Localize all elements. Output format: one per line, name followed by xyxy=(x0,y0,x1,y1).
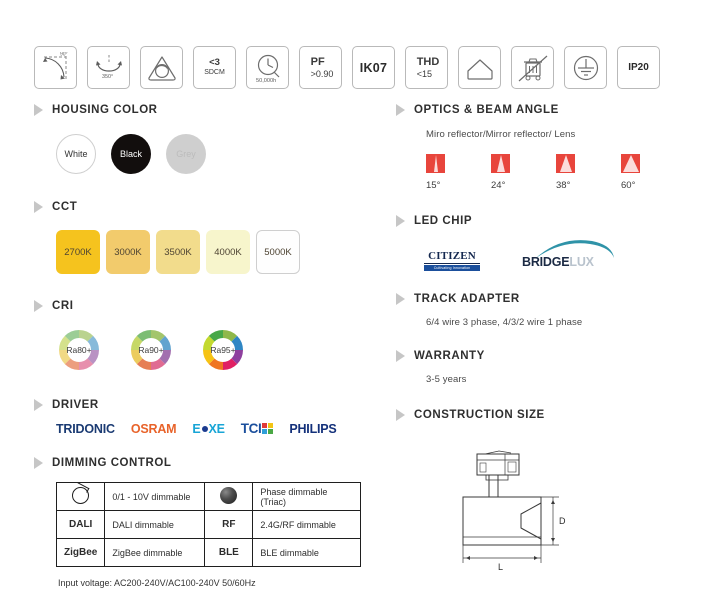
cct-swatch-3000k[interactable] xyxy=(106,230,150,274)
cri-wheel-ra95-label: Ra95+ xyxy=(210,345,236,355)
triangle-bullet-icon xyxy=(396,215,405,227)
bridgelux-wordmark xyxy=(522,255,594,269)
section-driver xyxy=(34,399,374,436)
exe-logo: E XE xyxy=(192,421,225,436)
triangle-bullet-icon xyxy=(34,201,43,213)
anti-glare-icon xyxy=(140,46,183,89)
citizen-wordmark: CITIZEN xyxy=(424,251,480,264)
cct-swatches xyxy=(56,230,374,274)
housing-swatch-black[interactable] xyxy=(111,134,151,174)
cri-wheel-ra90-label: Ra90+ xyxy=(138,345,164,355)
svg-text:90°: 90° xyxy=(59,51,68,57)
bridgelux-logo xyxy=(522,241,614,271)
tci-logo: TCI xyxy=(241,421,274,436)
beam-cone-icon xyxy=(497,155,505,172)
warranty-heading xyxy=(396,350,686,362)
svg-text:50,000h: 50,000h xyxy=(255,77,276,84)
section-housing-color xyxy=(34,104,374,174)
cct-swatch-5000k-label: 5000K xyxy=(264,246,292,258)
ip-label: IP20 xyxy=(628,62,649,73)
cct-swatch-3000k-label: 3000K xyxy=(114,246,142,258)
triangle-bullet-icon xyxy=(396,293,405,305)
dimming-label-0-10v: 0/1 - 10V dimmable xyxy=(105,483,205,511)
driver-brand-logos xyxy=(56,421,374,436)
driver-heading xyxy=(34,399,374,411)
certification-icon-strip xyxy=(34,46,660,89)
cri-title: CRI xyxy=(52,300,74,312)
triangle-bullet-icon xyxy=(34,399,43,411)
exe-dot-icon xyxy=(202,426,208,432)
pf-value: >0.90 xyxy=(310,68,334,79)
beam-angle-15[interactable] xyxy=(426,154,491,191)
housing-swatch-white-label: White xyxy=(64,149,88,159)
dimming-control-title: DIMMING CONTROL xyxy=(52,457,172,469)
impact-rating-icon xyxy=(352,46,395,89)
housing-swatch-grey-label: Grey xyxy=(176,149,196,159)
svg-text:L: L xyxy=(498,562,504,572)
dimming-control-heading xyxy=(34,457,374,469)
table-row xyxy=(57,539,361,567)
thd-icon xyxy=(405,46,448,89)
thd-label: THD xyxy=(416,56,440,69)
housing-swatch-grey[interactable] xyxy=(166,134,206,174)
weee-disposal-icon xyxy=(511,46,554,89)
track-adapter-title: TRACK ADAPTER xyxy=(414,293,520,305)
cri-wheels xyxy=(56,327,374,373)
beam-icon-60 xyxy=(621,154,640,173)
housing-color-title: HOUSING COLOR xyxy=(52,104,158,116)
cct-swatch-5000k[interactable] xyxy=(256,230,300,274)
ingress-protection-icon xyxy=(617,46,660,89)
housing-swatch-black-label: Black xyxy=(119,149,142,159)
cri-heading xyxy=(34,300,374,312)
housing-color-swatches xyxy=(56,134,374,174)
warranty-title: WARRANTY xyxy=(414,350,485,362)
triangle-bullet-icon xyxy=(34,104,43,116)
bridgelux-part1: BRIDGE xyxy=(522,255,570,269)
dimming-icon-zigbee: ZigBee xyxy=(57,539,105,567)
cri-wheel-ra80-label: Ra80+ xyxy=(66,345,92,355)
cri-wheel-ra95[interactable] xyxy=(200,327,246,373)
beam-angle-list xyxy=(426,154,686,191)
dimming-label-dali: DALI dimmable xyxy=(105,511,205,539)
osram-logo: OSRAM xyxy=(130,421,177,436)
beam-angle-38-label: 38° xyxy=(556,180,571,191)
citizen-logo xyxy=(424,251,480,271)
dimming-icon-phase xyxy=(205,483,253,511)
beam-angle-60-label: 60° xyxy=(621,180,636,191)
beam-cone-icon xyxy=(434,155,438,172)
dimming-icon-rf: RF xyxy=(205,511,253,539)
beam-tilt-90-icon xyxy=(34,46,77,89)
table-row xyxy=(57,483,361,511)
cct-swatch-3500k-label: 3500K xyxy=(164,246,192,258)
tci-mark-icon xyxy=(262,423,273,434)
philips-logo: PHILIPS xyxy=(289,421,337,436)
cri-wheel-ra90[interactable] xyxy=(128,327,174,373)
optics-title: OPTICS & BEAM ANGLE xyxy=(414,104,559,116)
housing-swatch-white[interactable] xyxy=(56,134,96,174)
thd-value: <15 xyxy=(416,68,432,79)
beam-angle-15-label: 15° xyxy=(426,180,441,191)
section-warranty xyxy=(396,350,686,385)
beam-icon-24 xyxy=(491,154,510,173)
section-optics-beam-angle xyxy=(396,104,686,191)
dimming-icon-dali: DALI xyxy=(57,511,105,539)
left-column xyxy=(34,104,374,588)
beam-cone-icon xyxy=(623,155,639,172)
led-chip-logos xyxy=(424,241,686,271)
sdcm-label: SDCM xyxy=(204,68,225,76)
pf-label: PF xyxy=(310,56,325,69)
section-construction-size xyxy=(396,409,686,421)
sdcm-value: <3 xyxy=(209,57,220,69)
citizen-tagline-bar: Cultivating Innovation xyxy=(424,265,480,271)
track-adapter-heading xyxy=(396,293,686,305)
section-led-chip xyxy=(396,215,686,271)
beam-icon-38 xyxy=(556,154,575,173)
section-track-adapter xyxy=(396,293,686,328)
warranty-text: 3-5 years xyxy=(426,374,467,385)
svg-text:D: D xyxy=(559,516,566,526)
section-cct xyxy=(34,201,374,274)
led-chip-title: LED CHIP xyxy=(414,215,473,227)
beam-angle-24[interactable] xyxy=(491,154,556,191)
triangle-bullet-icon xyxy=(396,409,405,421)
dim-ball-icon xyxy=(220,487,237,504)
input-voltage-note: Input voltage: AC200-240V/AC100-240V 50/60Hz xyxy=(58,578,256,588)
dimming-icon-0-10v xyxy=(57,483,105,511)
protection-class-icon xyxy=(564,46,607,89)
construction-drawing xyxy=(455,448,585,578)
cct-title: CCT xyxy=(52,201,78,213)
cri-wheel-ra80[interactable] xyxy=(56,327,102,373)
dimming-label-ble: BLE dimmable xyxy=(253,539,361,567)
optics-heading xyxy=(396,104,686,116)
dimming-control-table xyxy=(56,482,361,567)
cct-swatch-2700k[interactable] xyxy=(56,230,100,274)
table-row xyxy=(57,511,361,539)
triangle-bullet-icon xyxy=(34,300,43,312)
track-adapter-text: 6/4 wire 3 phase, 4/3/2 wire 1 phase xyxy=(426,317,583,328)
cct-swatch-4000k-label: 4000K xyxy=(214,246,242,258)
rotation-350-icon xyxy=(87,46,130,89)
bridgelux-part2: LUX xyxy=(569,255,594,269)
optics-subtitle: Miro reflector/Mirror reflector/ Lens xyxy=(426,129,576,140)
beam-angle-24-label: 24° xyxy=(491,180,506,191)
svg-text:350°: 350° xyxy=(101,73,113,80)
dim-ring-icon xyxy=(72,487,89,504)
triangle-bullet-icon xyxy=(396,350,405,362)
section-dimming-control xyxy=(34,457,374,588)
cct-heading xyxy=(34,201,374,213)
beam-angle-38[interactable] xyxy=(556,154,621,191)
beam-icon-15 xyxy=(426,154,445,173)
beam-angle-60[interactable] xyxy=(621,154,686,191)
dimming-label-rf: 2.4G/RF dimmable xyxy=(253,511,361,539)
driver-title: DRIVER xyxy=(52,399,99,411)
lifetime-icon xyxy=(246,46,289,89)
construction-size-heading xyxy=(396,409,686,421)
construction-size-title: CONSTRUCTION SIZE xyxy=(414,409,545,421)
housing-color-heading xyxy=(34,104,374,116)
cct-swatch-4000k[interactable] xyxy=(206,230,250,274)
power-factor-icon xyxy=(299,46,342,89)
dimming-label-phase: Phase dimmable (Triac) xyxy=(253,483,361,511)
triangle-bullet-icon xyxy=(34,457,43,469)
indoor-use-icon xyxy=(458,46,501,89)
sdcm-icon xyxy=(193,46,236,89)
dimming-icon-ble: BLE xyxy=(205,539,253,567)
right-column xyxy=(396,104,686,421)
cct-swatch-2700k-label: 2700K xyxy=(64,246,92,258)
section-cri xyxy=(34,300,374,373)
tridonic-logo: TRIDONIC xyxy=(56,421,115,436)
led-chip-heading xyxy=(396,215,686,227)
triangle-bullet-icon xyxy=(396,104,405,116)
beam-cone-icon xyxy=(560,155,572,172)
dimming-label-zigbee: ZigBee dimmable xyxy=(105,539,205,567)
cct-swatch-3500k[interactable] xyxy=(156,230,200,274)
ik-label: IK07 xyxy=(359,60,388,75)
